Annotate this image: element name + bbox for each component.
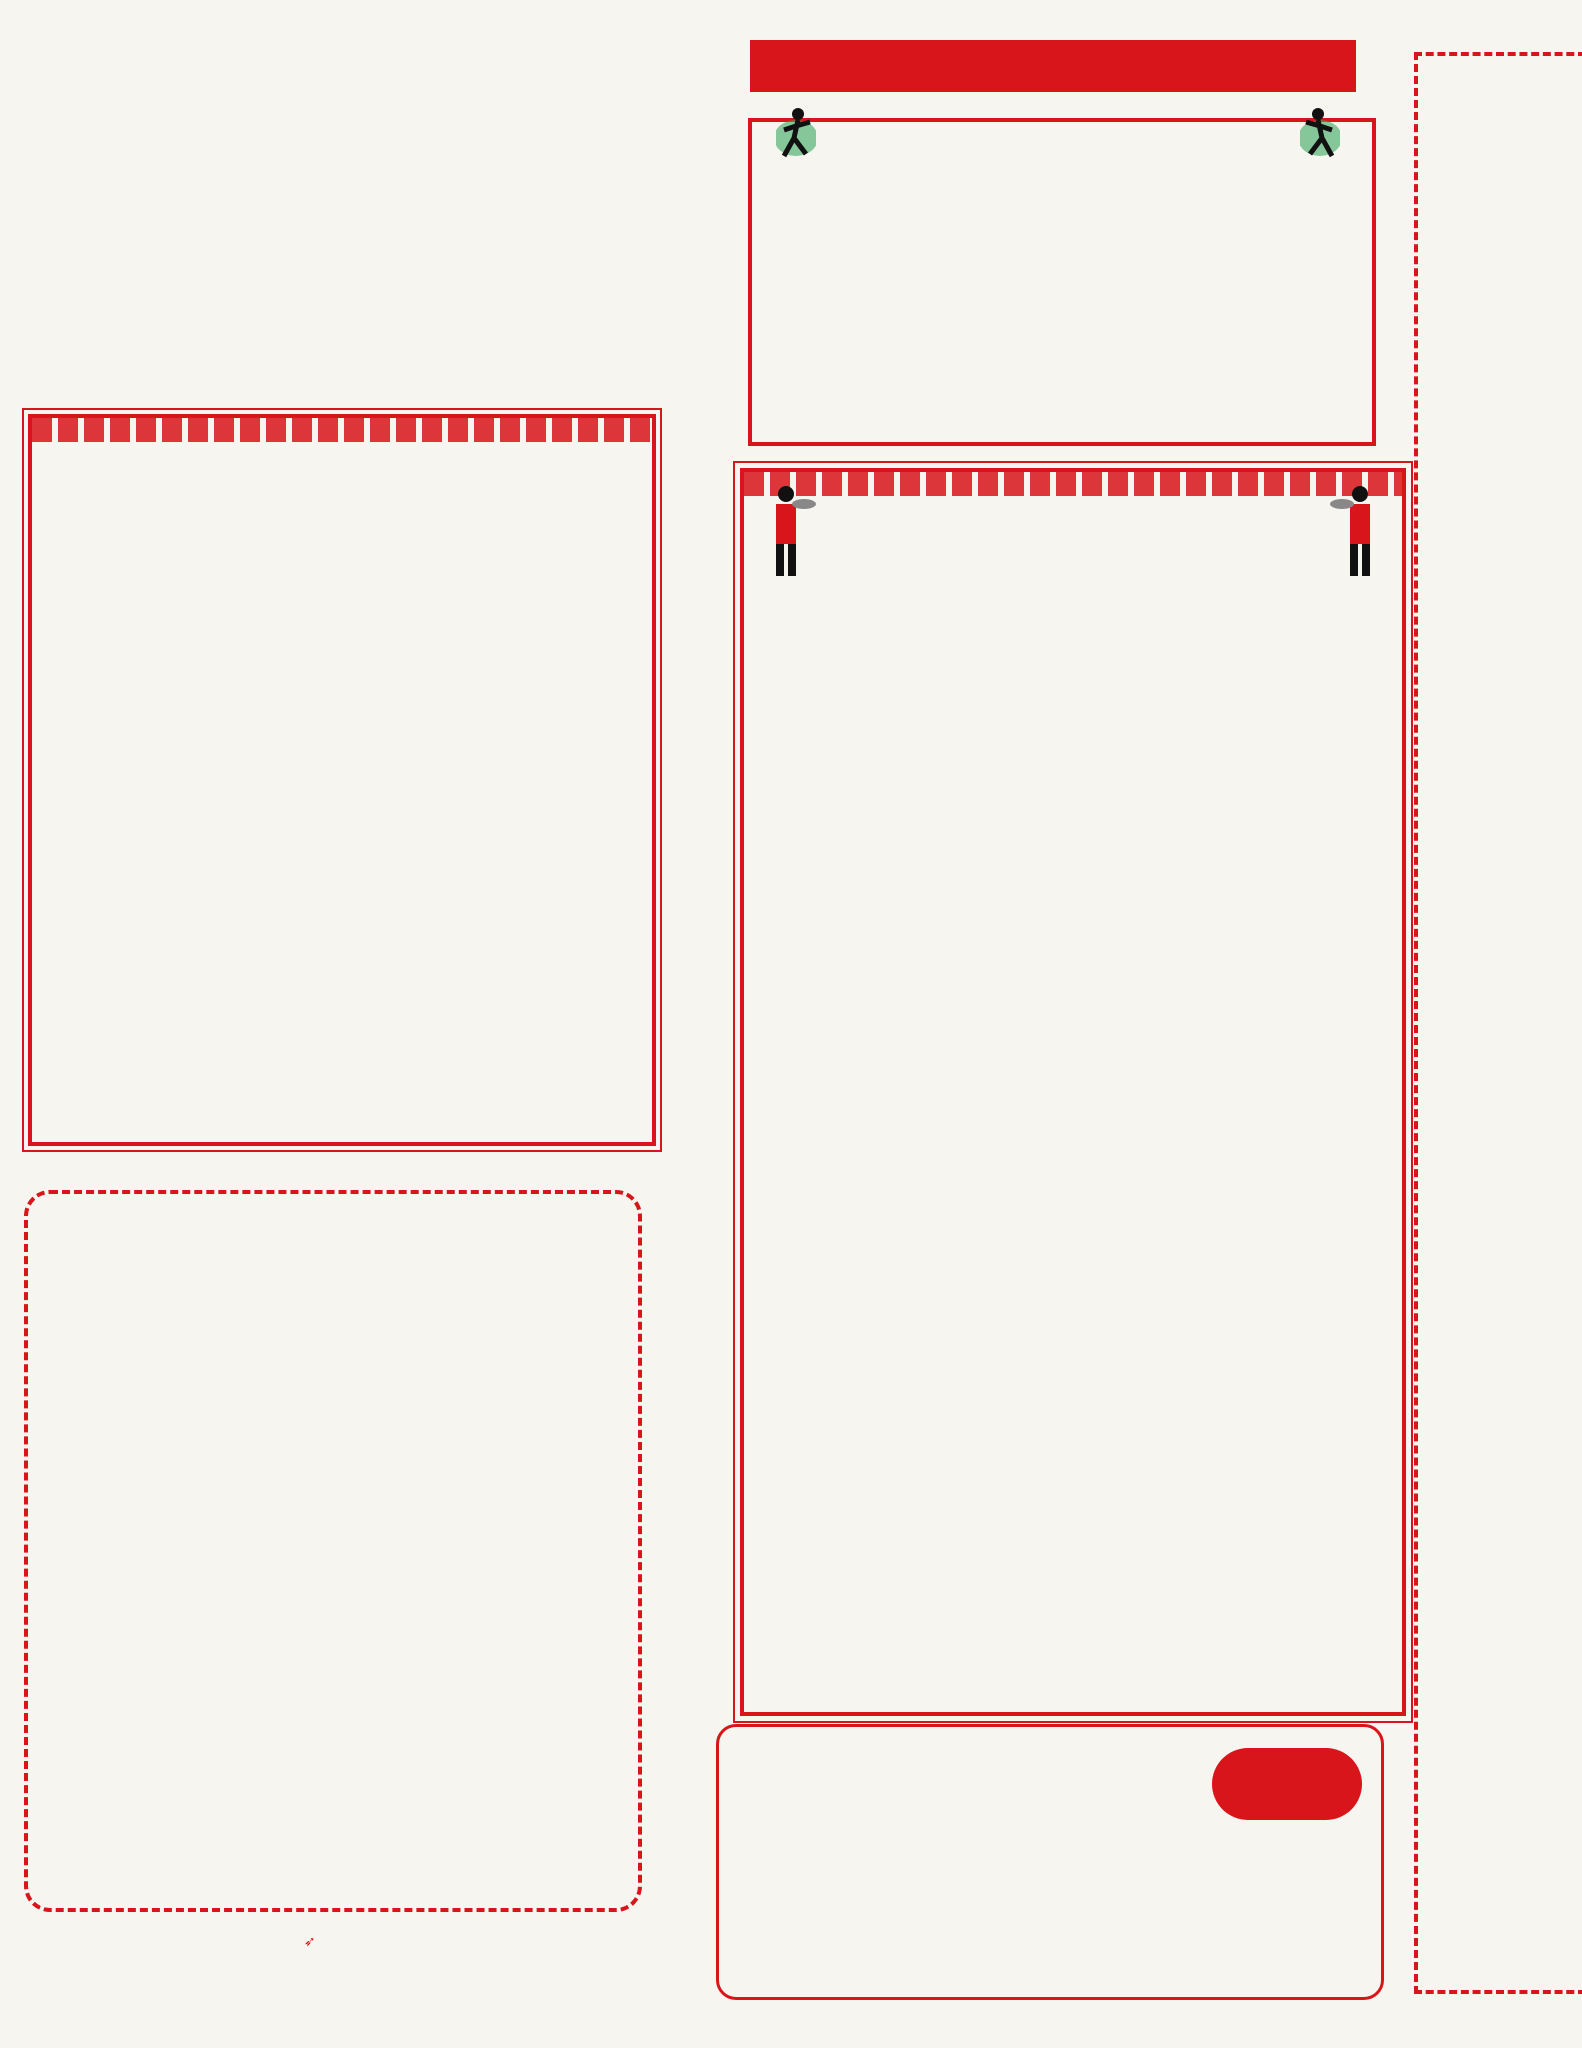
combo-box — [24, 1190, 642, 1912]
hot-spicy-title — [180, 1920, 440, 1953]
waiter-left-icon — [756, 480, 816, 585]
hot-pepper-icon: ➶ — [303, 1934, 317, 1950]
hunan-box — [28, 414, 656, 1146]
runner-left-icon — [776, 104, 816, 169]
waiter-right-icon — [1330, 480, 1390, 585]
diet-box — [748, 118, 1376, 446]
coupon-strip — [1414, 52, 1582, 1994]
circle-price-banner — [750, 40, 1356, 92]
runner-right-icon — [1300, 104, 1340, 169]
chef-box — [740, 468, 1406, 1716]
meal-price-badge — [1212, 1748, 1362, 1820]
combo-header — [30, 1222, 630, 1256]
